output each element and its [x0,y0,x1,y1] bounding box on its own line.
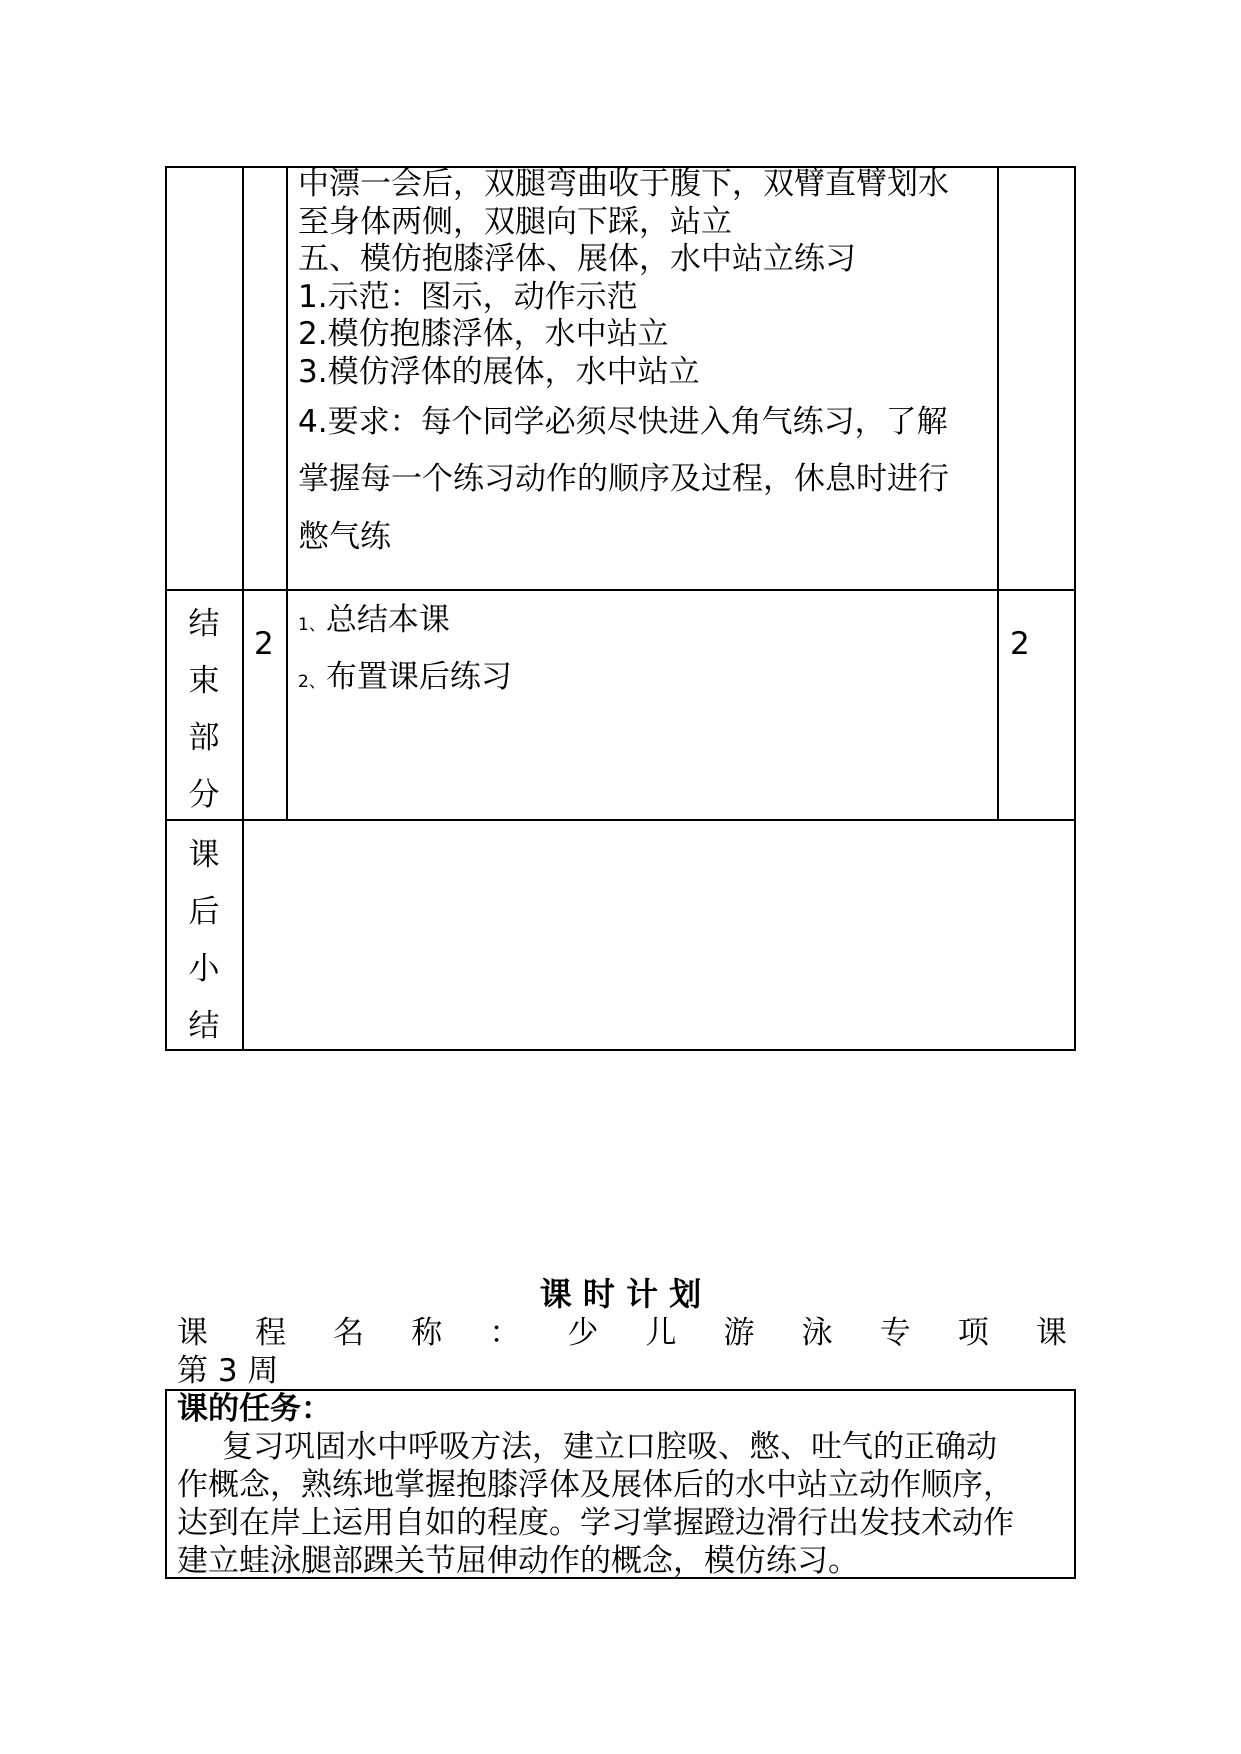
time-value: 2 [254,626,274,662]
item-text: 总结本课 [325,602,450,638]
page-title: 课 时 计 划 [539,1275,702,1313]
row-label-char: 分 [188,777,220,813]
item-number: 1、 [298,615,326,635]
content-line: 五、模仿抱膝浮体、展体，水中站立练习 [298,241,856,277]
content-line: 中漂一会后，双腿弯曲收于腹下，双臂直臂划水 [298,166,949,202]
row-label-char: 束 [188,663,220,699]
content-line: 2.模仿抱膝浮体，水中站立 [298,316,669,352]
course-char: 少 [567,1315,599,1351]
table-col-divider [997,166,999,820]
course-char: 课 [177,1315,208,1351]
table-col-divider [286,166,288,820]
table-row-divider [165,819,1076,821]
course-char: 称 [411,1315,443,1351]
end-item-2 [298,658,512,701]
task-line: 作概念，熟练地掌握抱膝浮体及展体后的水中站立动作顺序， [177,1467,1014,1503]
week-label: 第 3 周 [177,1353,279,1389]
course-char: 项 [957,1315,989,1351]
row-label-char: 小 [188,951,220,987]
course-char: 游 [723,1315,755,1351]
end-item-1 [298,601,450,644]
row-label-char: 后 [188,894,220,930]
table-row-divider [165,589,1076,591]
row-label-char: 结 [188,606,220,642]
row-label-char: 部 [188,720,220,756]
task-heading: 课的任务： [177,1391,332,1427]
row-label-char: 课 [188,837,220,873]
table-col-divider [242,166,244,1051]
content-line: 1.示范：图示，动作示范 [298,279,638,315]
table-border-right [1074,166,1076,1051]
course-char: 儿 [645,1315,677,1351]
requirement-line: 憋气练 [298,519,391,555]
course-char: 专 [879,1315,911,1351]
task-line: 建立蛙泳腿部踝关节屈伸动作的概念，模仿练习。 [177,1543,859,1579]
requirement-line: 掌握每一个练习动作的顺序及过程，休息时进行 [298,461,949,497]
content-line: 至身体两侧，双腿向下踩，站立 [298,204,732,240]
course-char: 泳 [801,1315,833,1351]
course-char: ： [489,1315,521,1351]
task-line: 达到在岸上运用自如的程度。学习掌握蹬边滑行出发技术动作 [177,1505,1014,1541]
course-name-line [177,1314,1067,1352]
table-border-bottom [165,1049,1076,1051]
task-line: 复习巩固水中呼吸方法，建立口腔吸、憋、吐气的正确动 [222,1429,997,1465]
row-label-char: 结 [188,1008,220,1044]
course-char: 名 [333,1315,365,1351]
course-char: 课 [1035,1315,1067,1351]
content-line: 3.模仿浮体的展体，水中站立 [298,354,700,390]
course-char: 程 [255,1315,287,1351]
item-number: 2、 [298,672,326,692]
requirement-line: 4.要求：每个同学必须尽快进入角气练习，了解 [298,404,948,440]
item-text: 布置课后练习 [325,659,512,695]
count-value: 2 [1010,626,1030,662]
